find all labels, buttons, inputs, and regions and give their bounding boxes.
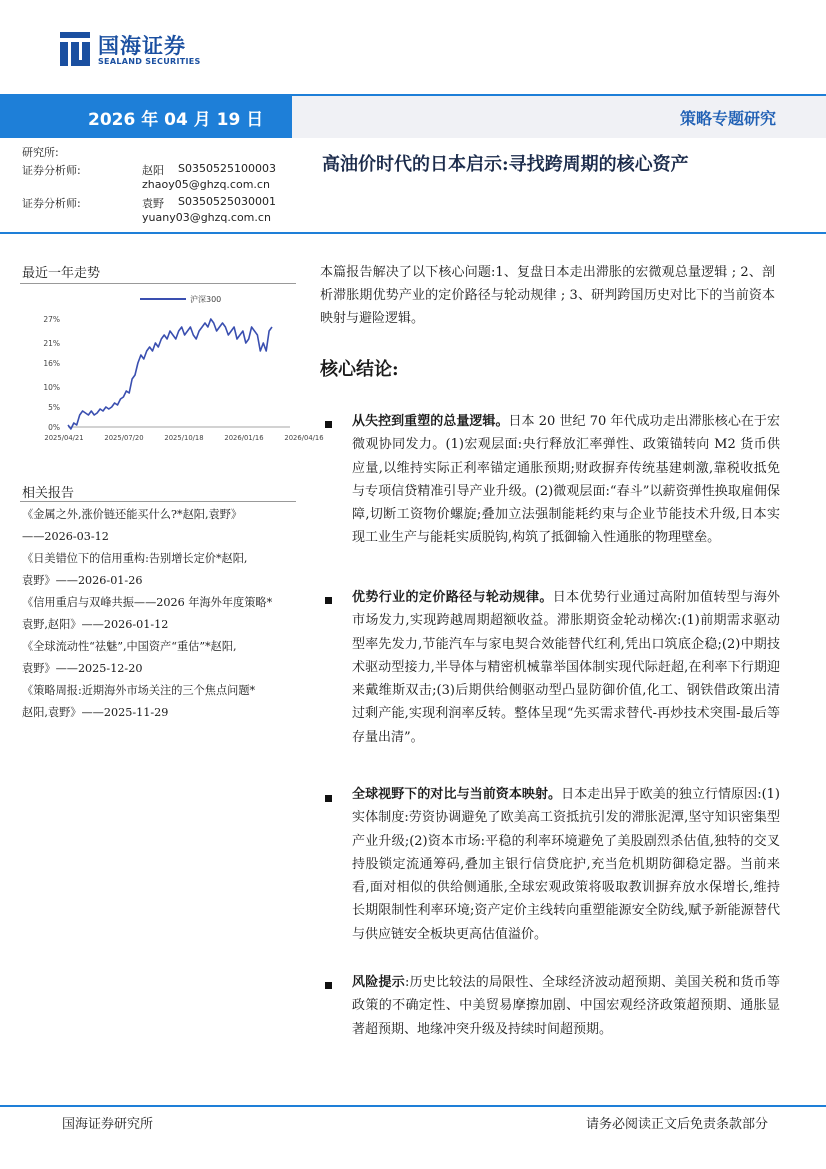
related-heading: 相关报告 (22, 486, 75, 501)
series-line (68, 319, 272, 429)
y-tick-label: 0% (48, 423, 60, 432)
logo-text-cn: 国海证券 (98, 34, 186, 58)
related-list (22, 504, 298, 724)
related-divider (20, 501, 296, 502)
core-conclusion-heading: 核心结论: (320, 359, 399, 380)
related-item-line1: 《日美错位下的信用重构:告别增长定价*赵阳, (22, 552, 248, 565)
summary-paragraph: 本篇报告解决了以下核心问题:1、复盘日本走出滞胀的宏微观总量逻辑 ; 2、剖析滞胀期优势产业的定价路径与轮动规律 ; 3、研判跨国历史对比下的当前资本映射与避险逻辑。 (320, 265, 775, 326)
related-item-line2: 袁野》——2026-01-26 (22, 574, 143, 587)
x-tick-label: 2025/10/18 (164, 434, 204, 442)
footer-institute: 国海证券研究所 (62, 1117, 154, 1132)
legend-label: 沪深300 (190, 295, 222, 304)
x-tick-label: 2025/04/21 (44, 434, 84, 442)
report-type: 策略专题研究 (679, 109, 776, 128)
related-item-line1: 《信用重启与双峰共振——2026 年海外年度策略* (22, 596, 273, 609)
analyst-name-2: 袁野 (142, 197, 164, 210)
date-box (0, 96, 292, 138)
x-tick-label: 2026/01/16 (224, 434, 264, 442)
analyst-email-2[interactable]: yuany03@ghzq.com.cn (142, 211, 271, 224)
x-tick-label: 2026/04/16 (284, 434, 324, 442)
footer-disclaimer: 请务必阅读正文后免责条款部分 (585, 1117, 768, 1132)
related-item-line1: 《金属之外,涨价链还能买什么?*赵阳,袁野》 (22, 508, 243, 521)
analyst-cert-1: S0350525100003 (178, 162, 276, 175)
report-title: 高油价时代的日本启示:寻找跨周期的核心资产 (322, 154, 689, 175)
y-tick-label: 21% (43, 339, 60, 348)
series-group (68, 319, 272, 429)
analyst-role-2: 证券分析师: (22, 197, 81, 210)
related-item-line2: ——2026-03-12 (22, 530, 109, 543)
related-item-line1: 《策略周报:近期海外市场关注的三个焦点问题* (22, 684, 256, 697)
analyst-role-1: 证券分析师: (22, 164, 81, 177)
x-tick-label: 2025/07/20 (104, 434, 144, 442)
logo-text-en: SEALAND SECURITIES (98, 57, 201, 66)
bullet-lead: 优势行业的定价路径与轮动规律。 (352, 590, 553, 605)
bullet-icon (325, 982, 332, 989)
related-item[interactable] (22, 548, 298, 592)
trend-heading: 最近一年走势 (22, 266, 101, 281)
related-item-line1: 《全球流动性“祛魅”,中国资产“重估”*赵阳, (22, 640, 237, 653)
chart-legend (140, 294, 221, 304)
x-axis (44, 434, 323, 442)
conclusion-bullet-1 (352, 410, 780, 550)
trend-divider (20, 283, 296, 284)
bullet-text: 日本 20 世纪 70 年代成功走出滞胀核心在于宏微观协同发力。(1)宏观层面:央行释放汇率弹性、政策锚转向 M2 货币供应量,以维持实际正利率锚定通胀预期;财政摒弃传统基建刺激,靠税收抵免与专项信贷精准引导产业升级。(2)微观层面:“春斗”以薪资弹性换取雇佣保障,切断工资物价螺旋;叠加立法强制能耗约束与企业节能技术升级,日本实现工业生产与能耗实质脱钩,构筑了抵御输入性通胀的物理壁垒。 (352, 414, 780, 546)
bullet-text: 日本优势行业通过高附加值转型与海外市场发力,实现跨越周期超额收益。滞胀期资金轮动梯次:(1)前期需求驱动型率先发力,节能汽车与家电契合效能替代红利,凭出口筑底企稳;(2)中期技术驱动型接力,半导体与精密机械靠举国体制实现代际赶超,在利率下行期迎来戴维斯双击;(3)后期供给侧驱动型凸显防御价值,化工、钢铁借政策出清过剩产能,实现利润率反转。整体呈现“先买需求替代-再炒技术突围-最后等存量出清”。 (352, 590, 780, 745)
y-tick-label: 16% (43, 359, 60, 368)
bullet-lead: 风险提示 (352, 975, 405, 990)
conclusion-bullet-4 (352, 971, 780, 1041)
title-divider (0, 232, 826, 234)
conclusion-bullet-2 (352, 586, 780, 749)
bullet-text: 日本走出异于欧美的独立行情原因:(1)实体制度:劳资协调避免了欧美高工资抵抗引发的滞胀泥潭,坚守知识密集型产业升级;(2)资本市场:平稳的利率环境避免了美股剧烈杀估值,独特的交叉持股锁定流通筹码,叠加主银行信贷庇护,充当危机期防御稳定器。当前来看,面对相似的供给侧通胀,全球宏观政策将吸取教训摒弃放水保增长,维持长期限制性利率环境;资产定价主线转向重塑能源安全防线,赋予新能源替代与供应链安全板块更高估值溢价。 (352, 787, 780, 942)
bullet-icon (325, 597, 332, 604)
conclusion-bullet-3 (352, 783, 780, 946)
related-item-line2: 袁野,赵阳》——2026-01-12 (22, 618, 169, 631)
footer-divider (0, 1105, 826, 1107)
report-date: 2026 年 04 月 19 日 (88, 110, 264, 130)
related-item[interactable] (22, 592, 298, 636)
bullet-lead: 从失控到重塑的总量逻辑。 (352, 414, 509, 429)
related-item-line2: 赵阳,袁野》——2025-11-29 (22, 706, 169, 719)
y-tick-label: 5% (48, 403, 60, 412)
bullet-text: :历史比较法的局限性、全球经济波动超预期、美国关税和货币等政策的不确定性、中美贸易摩擦加剧、中国宏观经济政策超预期、通胀显著超预期、地缘冲突升级及持续时间超预期。 (352, 975, 780, 1037)
analyst-name-1: 赵阳 (142, 164, 164, 177)
bullet-icon (325, 795, 332, 802)
header-bar (0, 94, 826, 138)
bullet-icon (325, 421, 332, 428)
analyst-email-1[interactable]: zhaoy05@ghzq.com.cn (142, 178, 270, 191)
logo-mark-icon (60, 32, 90, 66)
related-item[interactable] (22, 504, 298, 548)
related-item-line2: 袁野》——2025-12-20 (22, 662, 143, 675)
analyst-cert-2: S0350525030001 (178, 195, 276, 208)
trend-chart (20, 290, 324, 450)
y-tick-label: 10% (43, 383, 60, 392)
bullet-lead: 全球视野下的对比与当前资本映射。 (352, 787, 562, 802)
y-axis (43, 315, 60, 432)
related-item[interactable] (22, 636, 298, 680)
related-item[interactable] (22, 680, 298, 724)
company-logo (60, 30, 220, 72)
institute-label: 研究所: (22, 146, 59, 159)
y-tick-label: 27% (43, 315, 60, 324)
